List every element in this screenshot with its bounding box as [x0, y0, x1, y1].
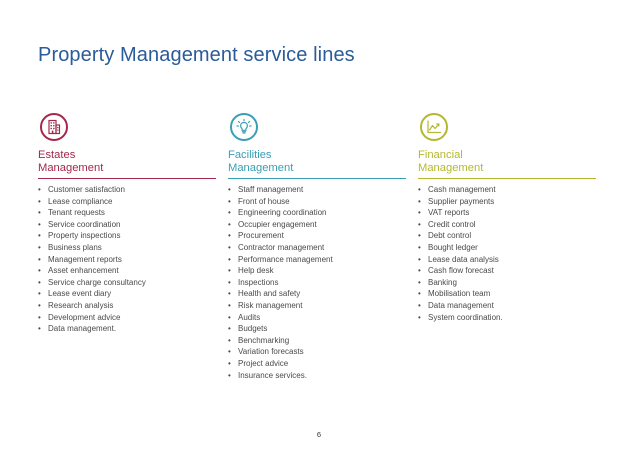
list-item: • Engineering coordination — [228, 207, 406, 219]
list-item: • Inspections — [228, 277, 406, 289]
facilities-management-list — [228, 184, 406, 381]
list-item: • Service charge consultancy — [38, 277, 216, 289]
list-item: • VAT reports — [418, 207, 596, 219]
lightbulb-icon — [230, 113, 258, 141]
list-item: • Front of house — [228, 196, 406, 208]
list-item: • Cash management — [418, 184, 596, 196]
list-item: • Budgets — [228, 323, 406, 335]
list-item: • Debt control — [418, 230, 596, 242]
list-item: • Risk management — [228, 300, 406, 312]
heading-line1: Estates — [38, 149, 76, 161]
list-item: • Data management. — [38, 323, 216, 335]
heading-line2: Management — [418, 162, 484, 174]
list-item: • Tenant requests — [38, 207, 216, 219]
list-item: • Service coordination — [38, 219, 216, 231]
list-item: • Procurement — [228, 230, 406, 242]
list-item: • Mobilisation team — [418, 288, 596, 300]
list-item: • Lease compliance — [38, 196, 216, 208]
list-item: • Performance management — [228, 254, 406, 266]
estates-management-column — [38, 113, 216, 335]
list-item: • Bought ledger — [418, 242, 596, 254]
list-item: • Staff management — [228, 184, 406, 196]
list-item: • Credit control — [418, 219, 596, 231]
list-item: • Contractor management — [228, 242, 406, 254]
list-item: • Property inspections — [38, 230, 216, 242]
list-item: • Business plans — [38, 242, 216, 254]
list-item: • Supplier payments — [418, 196, 596, 208]
heading-line1: Facilities — [228, 149, 272, 161]
list-item: • Help desk — [228, 265, 406, 277]
list-item: • Audits — [228, 312, 406, 324]
heading-line2: Management — [38, 162, 104, 174]
list-item: • System coordination. — [418, 312, 596, 324]
building-icon — [40, 113, 68, 141]
financial-management-list — [418, 184, 596, 323]
financial-management-column — [418, 113, 596, 323]
page-number: 6 — [316, 430, 322, 439]
list-item: • Development advice — [38, 312, 216, 324]
list-item: • Cash flow forecast — [418, 265, 596, 277]
estates-management-heading — [38, 149, 216, 179]
financial-management-heading — [418, 149, 596, 179]
list-item: • Customer satisfaction — [38, 184, 216, 196]
list-item: • Variation forecasts — [228, 346, 406, 358]
list-item: • Benchmarking — [228, 335, 406, 347]
list-item: • Data management — [418, 300, 596, 312]
page-title: Property Management service lines — [38, 44, 355, 66]
heading-line2: Management — [228, 162, 294, 174]
heading-line1: Financial — [418, 149, 463, 161]
list-item: • Project advice — [228, 358, 406, 370]
list-item: • Health and safety — [228, 288, 406, 300]
list-item: • Lease data analysis — [418, 254, 596, 266]
estates-management-list — [38, 184, 216, 335]
list-item: • Occupier engagement — [228, 219, 406, 231]
list-item: • Research analysis — [38, 300, 216, 312]
facilities-management-heading — [228, 149, 406, 179]
facilities-management-column — [228, 113, 406, 381]
list-item: • Asset enhancement — [38, 265, 216, 277]
line-chart-icon — [420, 113, 448, 141]
list-item: • Management reports — [38, 254, 216, 266]
list-item: • Lease event diary — [38, 288, 216, 300]
list-item: • Banking — [418, 277, 596, 289]
list-item: • Insurance services. — [228, 370, 406, 382]
